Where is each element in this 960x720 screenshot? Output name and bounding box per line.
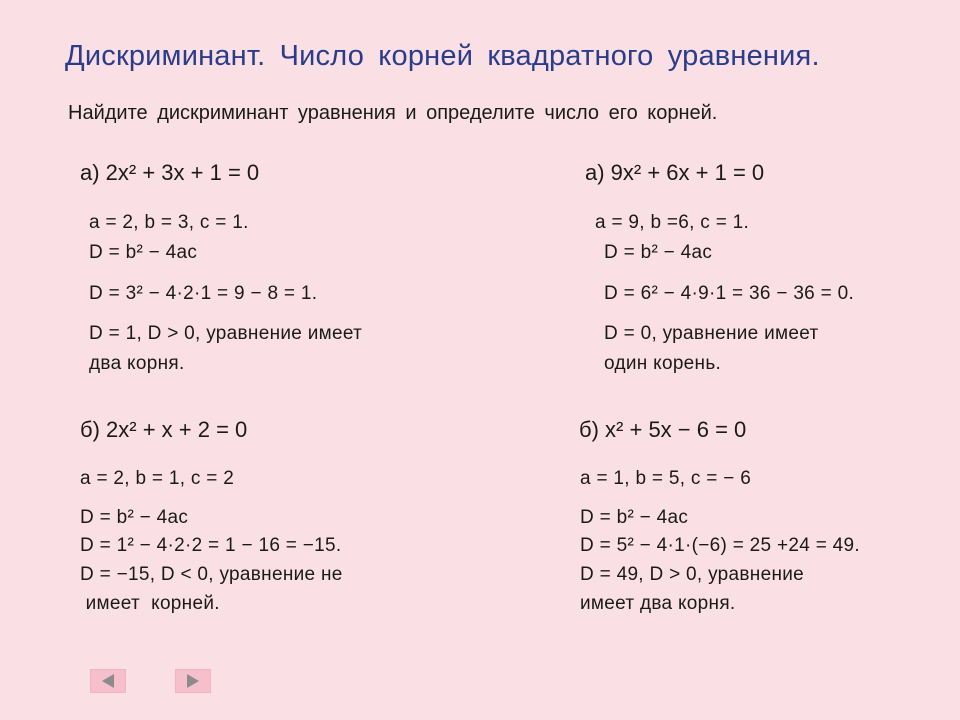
problem-a1-coefficients: a = 2, b = 3, c = 1. bbox=[89, 212, 249, 233]
problem-a1-equation: а) 2x² + 3x + 1 = 0 bbox=[80, 160, 260, 185]
next-slide-button[interactable] bbox=[175, 669, 211, 693]
problem-a1-conclusion: D = 1, D > 0, уравнение имеет bbox=[89, 323, 363, 344]
problem-a1-conclusion-cont: два корня. bbox=[89, 353, 185, 374]
problem-b2-equation: б) x² + 5x − 6 = 0 bbox=[579, 417, 747, 442]
problem-b2-conclusion: D = 49, D > 0, уравнение bbox=[580, 564, 805, 585]
prev-slide-button[interactable] bbox=[90, 669, 126, 693]
problem-b2-formula: D = b² − 4ac bbox=[580, 507, 689, 528]
problem-b2-calculation: D = 5² − 4·1·(−6) = 25 +24 = 49. bbox=[580, 535, 860, 556]
problem-b2-coefficients: a = 1, b = 5, c = − 6 bbox=[580, 468, 752, 489]
problem-b2-conclusion-cont: имеет два корня. bbox=[580, 593, 736, 614]
page-title: Дискриминант. Число корней квадратного уравнения. bbox=[65, 40, 820, 72]
arrow-right-icon bbox=[176, 670, 210, 692]
problem-b1-coefficients: a = 2, b = 1, c = 2 bbox=[80, 468, 235, 489]
problem-b1-conclusion-cont: имеет корней. bbox=[80, 593, 220, 614]
problem-a2-conclusion-cont: один корень. bbox=[604, 353, 722, 374]
problem-b1-equation: б) 2x² + x + 2 = 0 bbox=[80, 417, 248, 442]
problem-a1-formula: D = b² − 4ac bbox=[89, 242, 198, 263]
problem-a2-calculation: D = 6² − 4·9·1 = 36 − 36 = 0. bbox=[604, 283, 855, 304]
problem-b1-conclusion: D = −15, D < 0, уравнение не bbox=[80, 564, 343, 585]
problem-b1-calculation: D = 1² − 4·2·2 = 1 − 16 = −15. bbox=[80, 535, 342, 556]
problem-b1-formula: D = b² − 4ac bbox=[80, 507, 189, 528]
problem-a2-coefficients: a = 9, b =6, c = 1. bbox=[595, 212, 750, 233]
problem-a2-conclusion: D = 0, уравнение имеет bbox=[604, 323, 819, 344]
task-instruction: Найдите дискриминант уравнения и определите число его корней. bbox=[68, 102, 718, 124]
arrow-left-icon bbox=[91, 670, 125, 692]
problem-a2-formula: D = b² − 4ac bbox=[604, 242, 713, 263]
problem-a1-calculation: D = 3² − 4·2·1 = 9 − 8 = 1. bbox=[89, 283, 318, 304]
problem-a2-equation: а) 9x² + 6x + 1 = 0 bbox=[585, 160, 765, 185]
